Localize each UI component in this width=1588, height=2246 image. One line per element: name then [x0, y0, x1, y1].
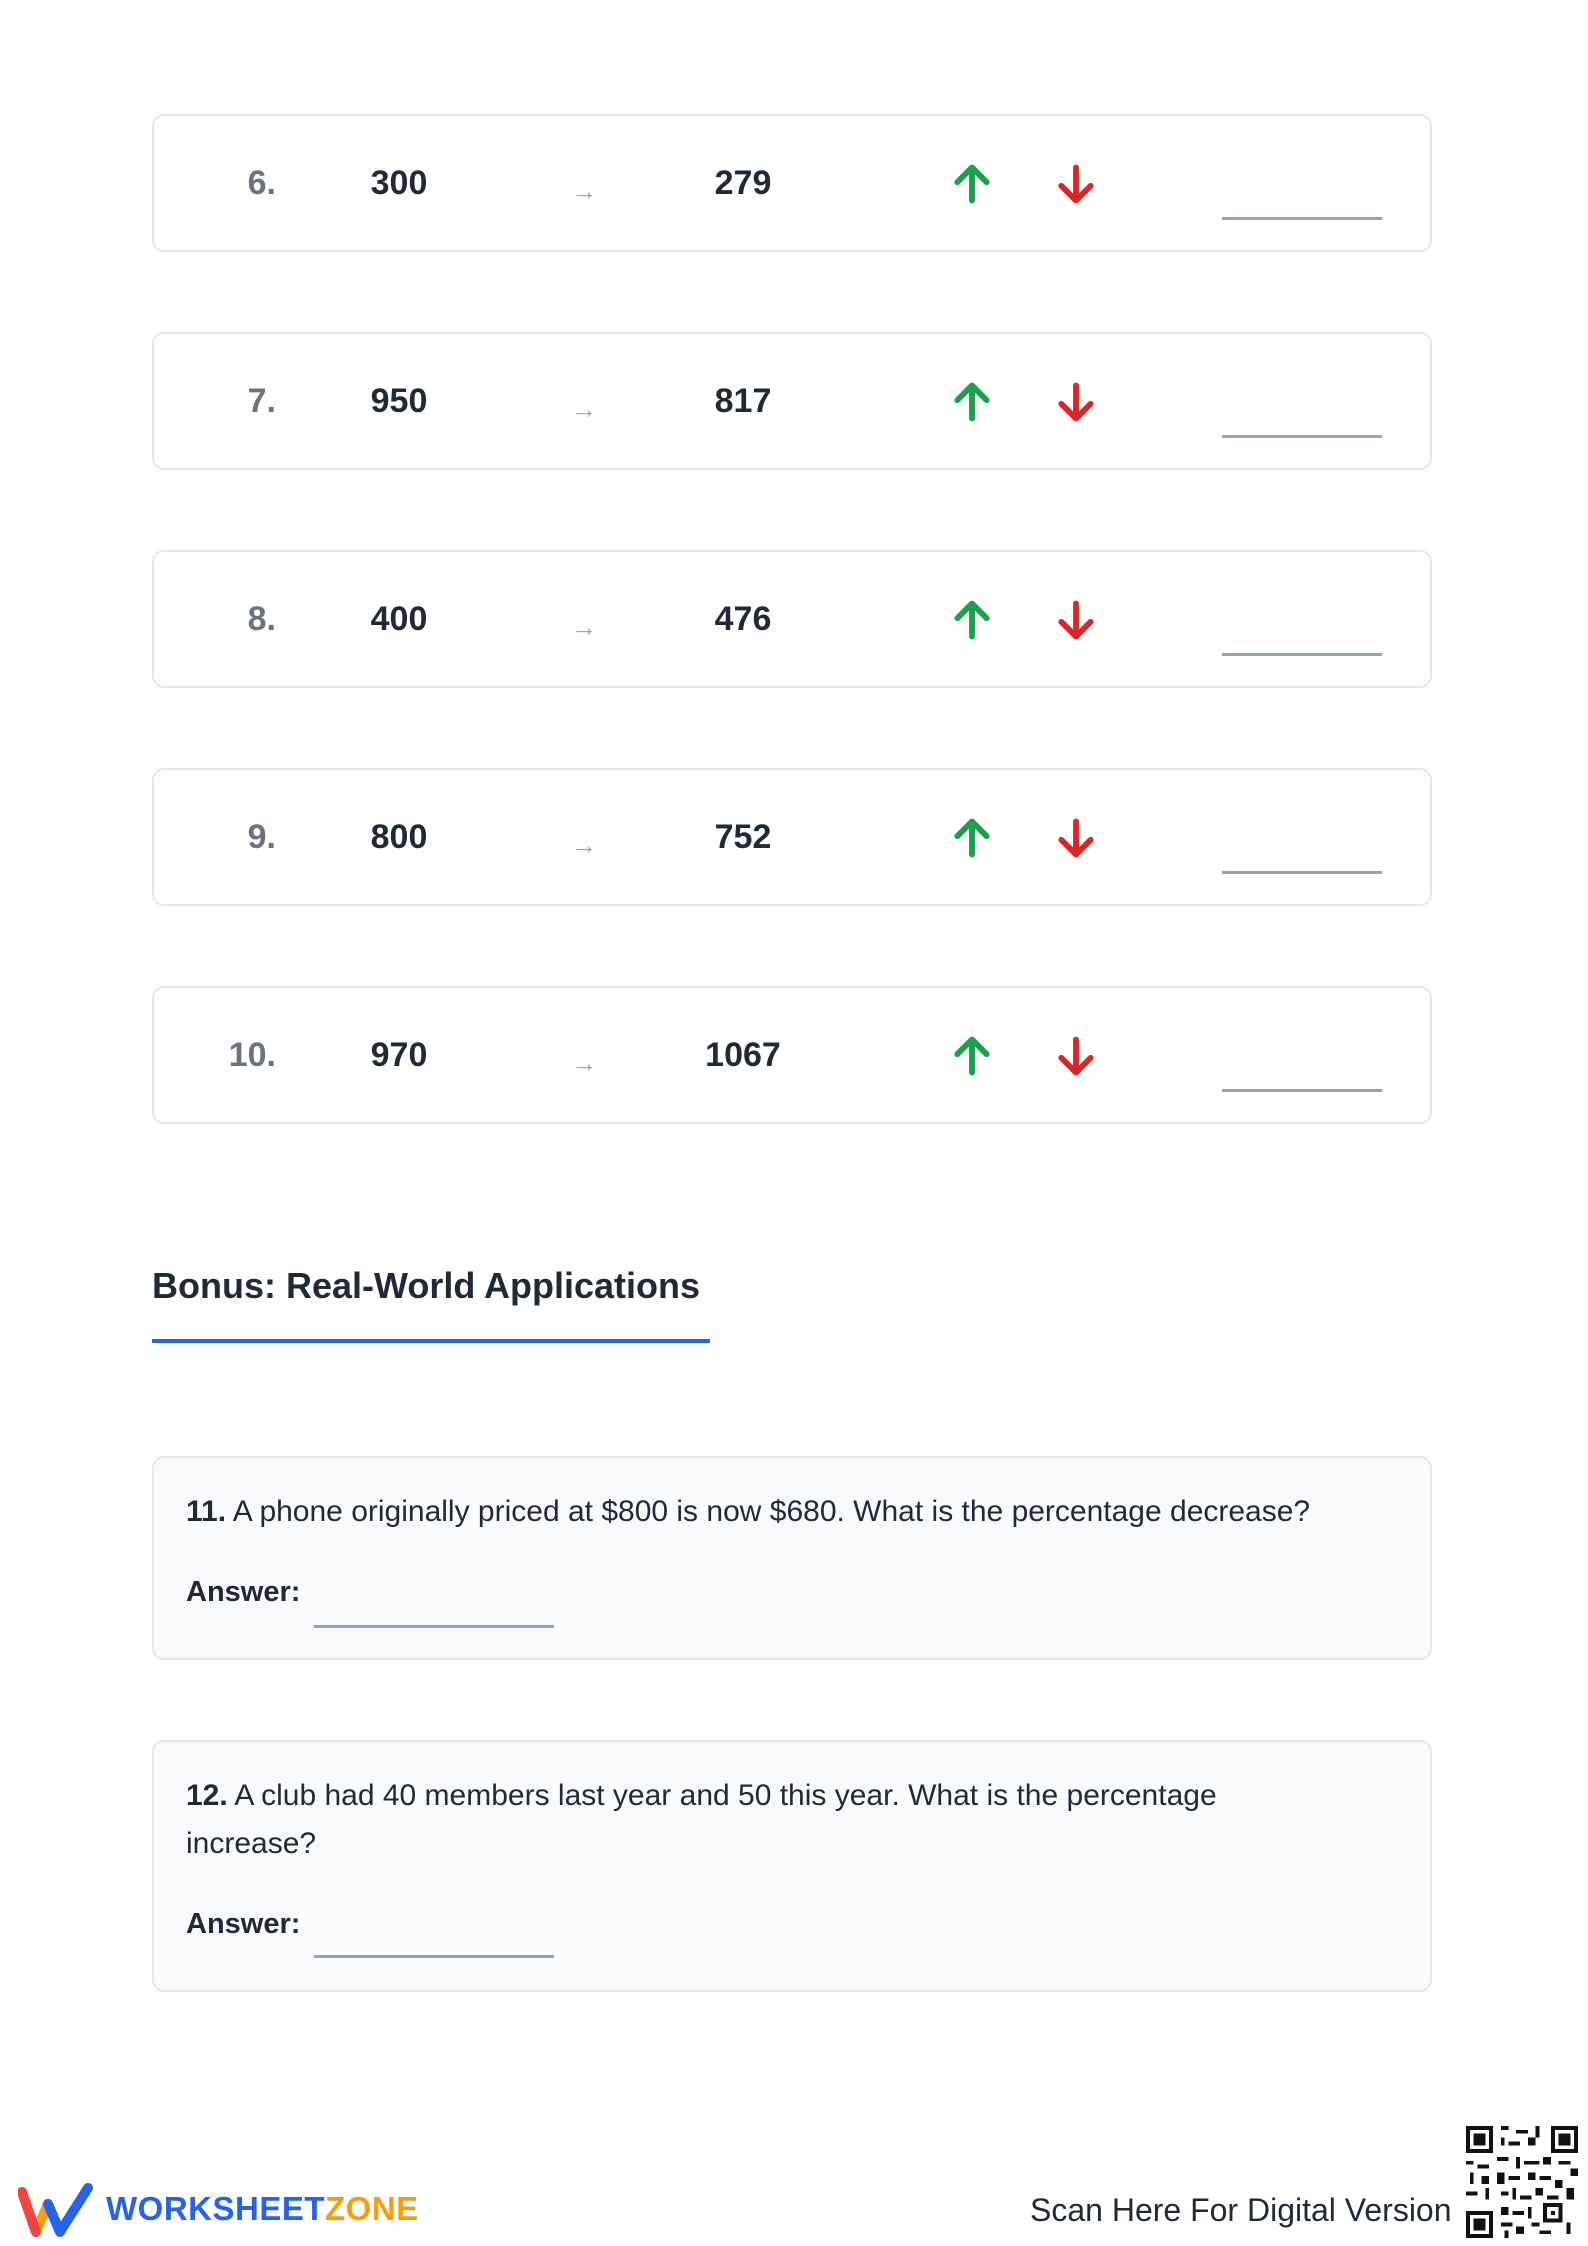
arrow-down-icon[interactable]	[1054, 1034, 1098, 1078]
arrow-up-icon[interactable]	[950, 380, 994, 424]
right-arrow-icon: →	[571, 1047, 597, 1078]
answer-blank[interactable]	[1222, 871, 1382, 874]
right-arrow-icon: →	[571, 611, 597, 642]
original-value: 400	[370, 599, 428, 638]
problem-number: 10.	[228, 1035, 276, 1074]
problem-row	[152, 986, 1432, 1124]
right-arrow-icon: →	[571, 175, 597, 206]
answer-blank[interactable]	[314, 1955, 554, 1958]
arrow-down-icon[interactable]	[1054, 816, 1098, 860]
new-value: 279	[714, 163, 772, 202]
arrow-down-icon[interactable]	[1054, 380, 1098, 424]
problem-number: 7.	[247, 381, 276, 420]
answer-blank[interactable]	[1222, 435, 1382, 438]
arrow-up-icon[interactable]	[950, 598, 994, 642]
brand-name-part2: ZONE	[325, 2190, 419, 2227]
answer-blank[interactable]	[1222, 653, 1382, 656]
brand-name-part1: WORKSHEET	[106, 2190, 325, 2227]
original-value: 950	[370, 381, 428, 420]
worksheetzone-logo-icon	[18, 2180, 96, 2240]
right-arrow-icon: →	[571, 829, 597, 860]
question-body: A phone originally priced at $800 is now $680. What is the percentage decrease?	[232, 1495, 1311, 1528]
problem-row	[152, 114, 1432, 252]
arrow-down-icon[interactable]	[1054, 598, 1098, 642]
original-value: 970	[370, 1035, 428, 1074]
answer-label: Answer:	[186, 1576, 301, 1608]
right-arrow-icon: →	[571, 393, 597, 424]
arrow-down-icon[interactable]	[1054, 162, 1098, 206]
answer-blank[interactable]	[314, 1625, 554, 1628]
answer-blank[interactable]	[1222, 1089, 1382, 1092]
section-underline	[152, 1339, 710, 1343]
question-body: A club had 40 members last year and 50 this year. What is the percentage increase?	[186, 1779, 1217, 1860]
problem-row	[152, 550, 1432, 688]
section-title: Bonus: Real-World Applications	[152, 1265, 701, 1306]
answer-blank[interactable]	[1222, 217, 1382, 220]
question-text	[186, 1772, 1290, 1868]
qr-code-icon[interactable]	[1466, 2126, 1578, 2238]
problem-number: 9.	[247, 817, 276, 856]
original-value: 800	[370, 817, 428, 856]
answer-label: Answer:	[186, 1908, 301, 1940]
new-value: 476	[714, 599, 772, 638]
arrow-up-icon[interactable]	[950, 1034, 994, 1078]
arrow-up-icon[interactable]	[950, 162, 994, 206]
question-number: 12.	[186, 1779, 228, 1812]
new-value: 752	[714, 817, 772, 856]
problem-number: 6.	[247, 163, 276, 202]
question-text	[186, 1488, 1400, 1536]
arrow-up-icon[interactable]	[950, 816, 994, 860]
new-value: 817	[714, 381, 772, 420]
problem-number: 8.	[247, 599, 276, 638]
question-number: 11.	[186, 1495, 227, 1528]
problem-row	[152, 768, 1432, 906]
question-card	[152, 1740, 1432, 1992]
scan-caption: Scan Here For Digital Version	[1030, 2192, 1452, 2228]
problem-row	[152, 332, 1432, 470]
brand-name	[106, 2190, 419, 2228]
new-value: 1067	[705, 1035, 781, 1074]
original-value: 300	[370, 163, 428, 202]
question-card	[152, 1456, 1432, 1660]
